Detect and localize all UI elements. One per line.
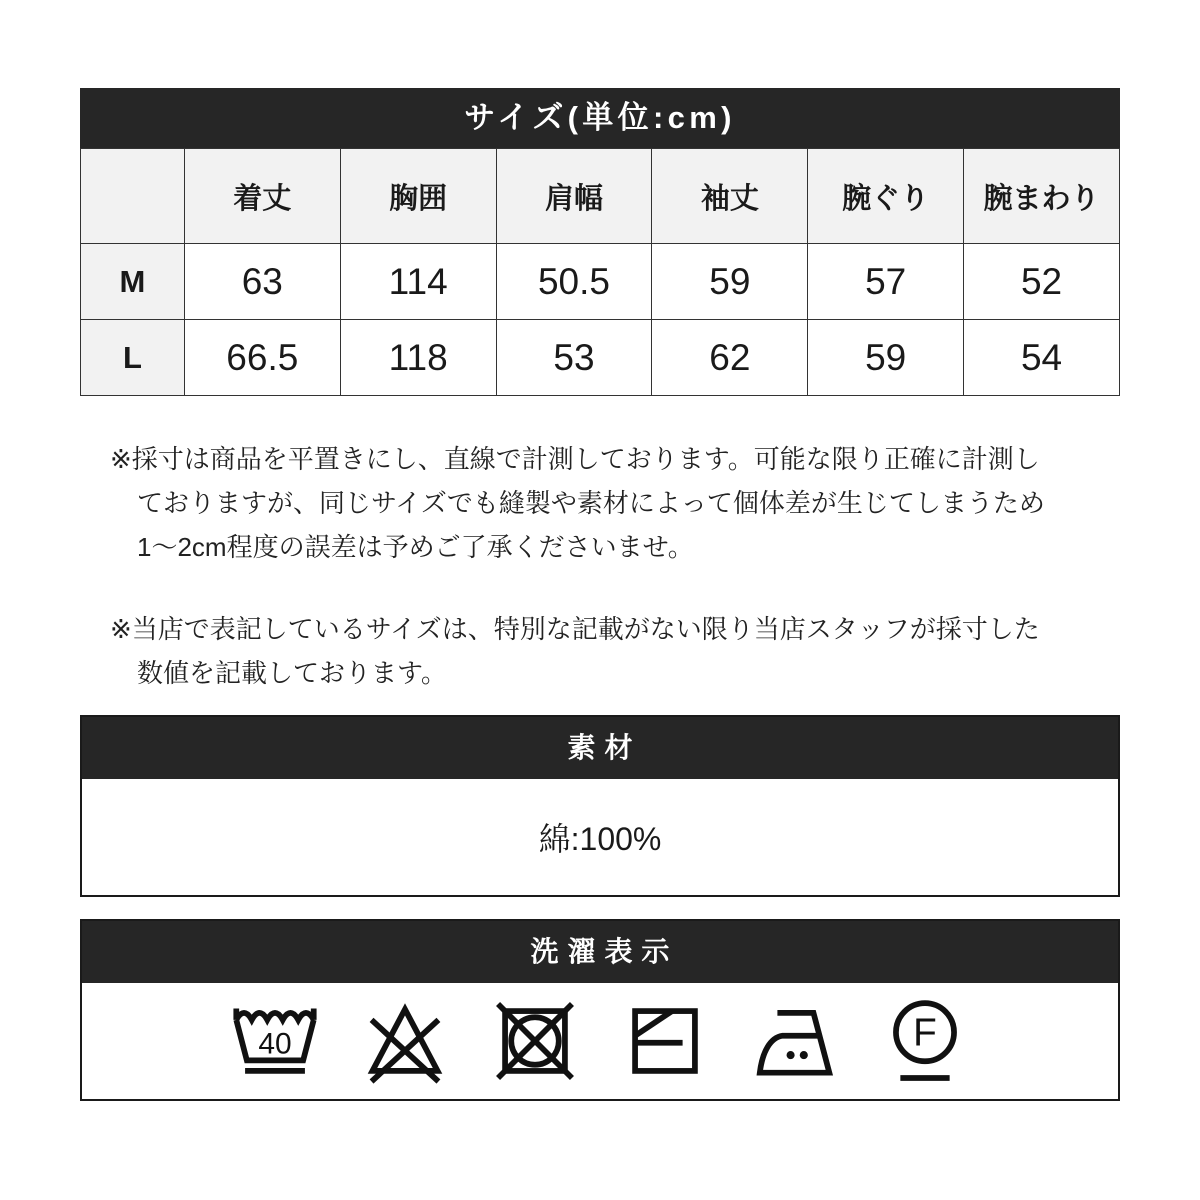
column-header: 袖丈 — [652, 149, 808, 244]
measurement-value: 118 — [340, 320, 496, 396]
no-bleach-icon — [361, 997, 449, 1085]
laundry-section — [80, 919, 1120, 1101]
measurement-value: 59 — [652, 244, 808, 320]
measurement-value: 57 — [808, 244, 964, 320]
column-header: 腕まわり — [964, 149, 1120, 244]
measurement-value: 62 — [652, 320, 808, 396]
note-line: 数値を記載しております。 — [137, 658, 447, 688]
measurement-value: 66.5 — [184, 320, 340, 396]
size-section-title: サイズ(単位:cm) — [464, 100, 736, 135]
dry-clean-f-gentle-icon — [881, 997, 969, 1085]
product-size-chart-page — [80, 0, 1120, 1101]
material-section-header: 素材 — [82, 717, 1118, 779]
column-header: 腕ぐり — [808, 149, 964, 244]
table-row-size-l — [81, 320, 1120, 396]
size-table — [80, 148, 1120, 396]
wash-40-mild-icon — [231, 997, 319, 1085]
measurement-note-1 — [80, 437, 1120, 569]
column-header: 胸囲 — [340, 149, 496, 244]
corner-cell — [81, 149, 185, 244]
material-section-body — [82, 779, 1118, 895]
measurement-value: 53 — [496, 320, 652, 396]
measurement-value: 52 — [964, 244, 1120, 320]
iron-medium-icon — [751, 997, 839, 1085]
size-section-header — [80, 88, 1120, 148]
size-label: L — [81, 320, 185, 396]
size-table-header-row — [81, 149, 1120, 244]
laundry-icons-row — [82, 983, 1118, 1099]
table-row-size-m — [81, 244, 1120, 320]
svg-text:F: F — [913, 1011, 937, 1055]
column-header: 着丈 — [184, 149, 340, 244]
measurement-note-2 — [80, 607, 1120, 695]
dry-flat-in-shade-icon — [621, 997, 709, 1085]
no-tumble-dry-icon — [491, 997, 579, 1085]
material-section — [80, 715, 1120, 897]
note-line: ておりますが、同じサイズでも縫製や素材によって個体差が生じてしまうため — [137, 488, 1045, 518]
note-line: 1〜2cm程度の誤差は予めご了承くださいませ。 — [137, 532, 694, 562]
measurement-value: 63 — [184, 244, 340, 320]
note-line: ※採寸は商品を平置きにし、直線で計測しております。可能な限り正確に計測し — [110, 444, 1040, 474]
size-label: M — [81, 244, 185, 320]
size-section — [80, 88, 1120, 396]
column-header: 肩幅 — [496, 149, 652, 244]
measurement-value: 50.5 — [496, 244, 652, 320]
measurement-value: 54 — [964, 320, 1120, 396]
laundry-section-header: 洗濯表示 — [82, 921, 1118, 983]
note-line: ※当店で表記しているサイズは、特別な記載がない限り当店スタッフが採寸した — [110, 614, 1040, 644]
material-value: 綿:100% — [538, 821, 662, 857]
svg-text:40: 40 — [258, 1027, 292, 1061]
measurement-value: 114 — [340, 244, 496, 320]
measurement-value: 59 — [808, 320, 964, 396]
